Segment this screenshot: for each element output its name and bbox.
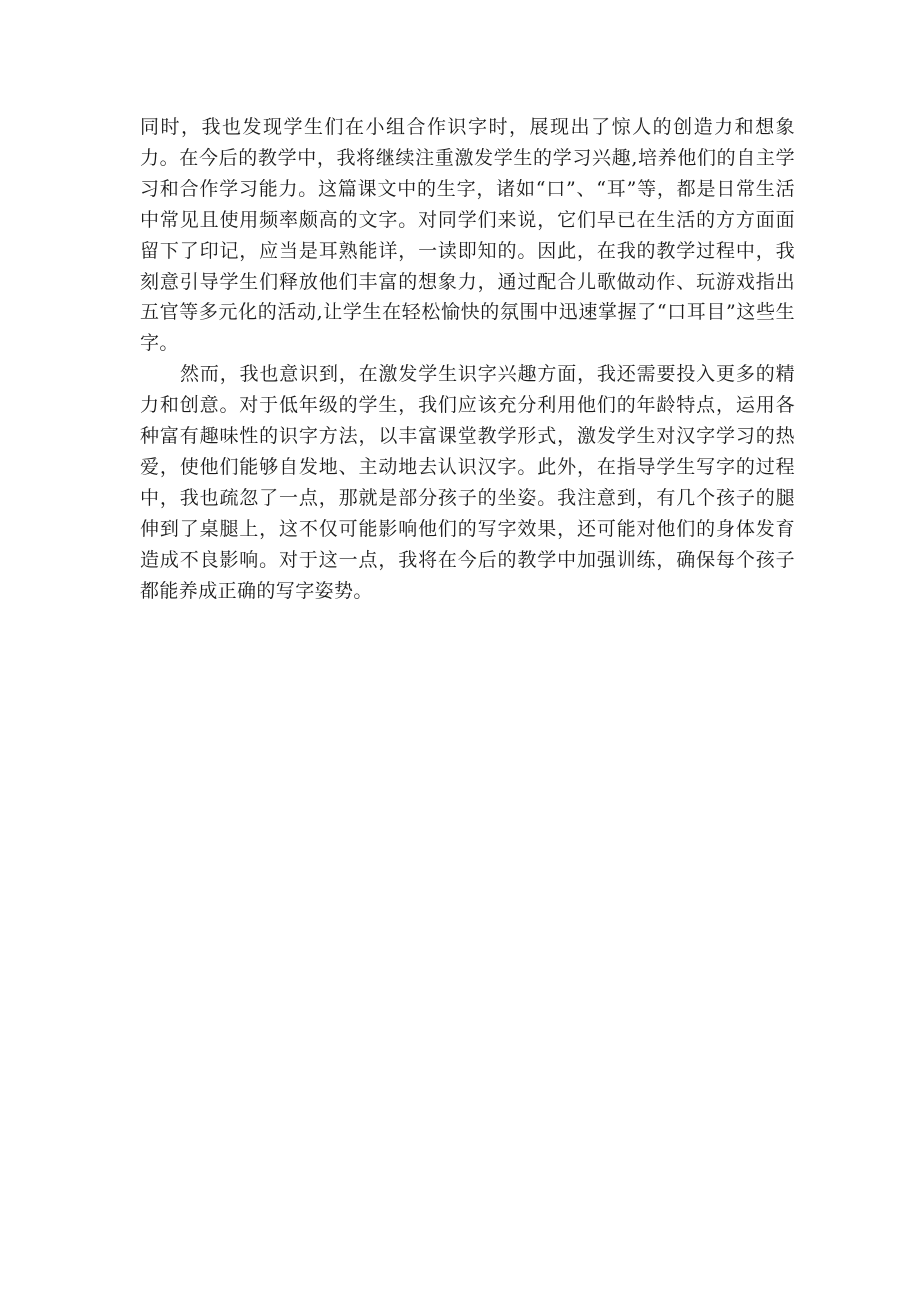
paragraph-reflection: 然而，我也意识到，在激发学生识字兴趣方面，我还需要投入更多的精力和创意。对于低年级的学生，我们应该充分利用他们的年龄特点，运用各种富有趣味性的识字方法，以丰富课堂教学形式，激发学生对汉字学习的热爱，使他们能够自发地、主动地去认识汉字。此外，在指导学生写字的过程中，我也疏忽了一点，那就是部分孩子的坐姿。我注意到，有几个孩子的腿伸到了桌腿上，这不仅可能影响他们的写字效果，还可能对他们的身体发育造成不良影响。对于这一点，我将在今后的教学中加强训练，确保每个孩子都能养成正确的写字姿势。 <box>140 363 795 602</box>
document-body <box>140 112 795 607</box>
paragraph-continuation: 同时，我也发现学生们在小组合作识字时，展现出了惊人的创造力和想象力。在今后的教学中，我将继续注重激发学生的学习兴趣,培养他们的自主学习和合作学习能力。这篇课文中的生字，诸如“口”、“耳”等，都是日常生活中常见且使用频率颇高的文字。对同学们来说，它们早已在生活的方方面面留下了印记，应当是耳熟能详，一读即知的。因此，在我的教学过程中，我刻意引导学生们释放他们丰富的想象力，通过配合儿歌做动作、玩游戏指出五官等多元化的活动,让学生在轻松愉快的氛围中迅速掌握了“口耳目”这些生字。 <box>140 116 795 355</box>
